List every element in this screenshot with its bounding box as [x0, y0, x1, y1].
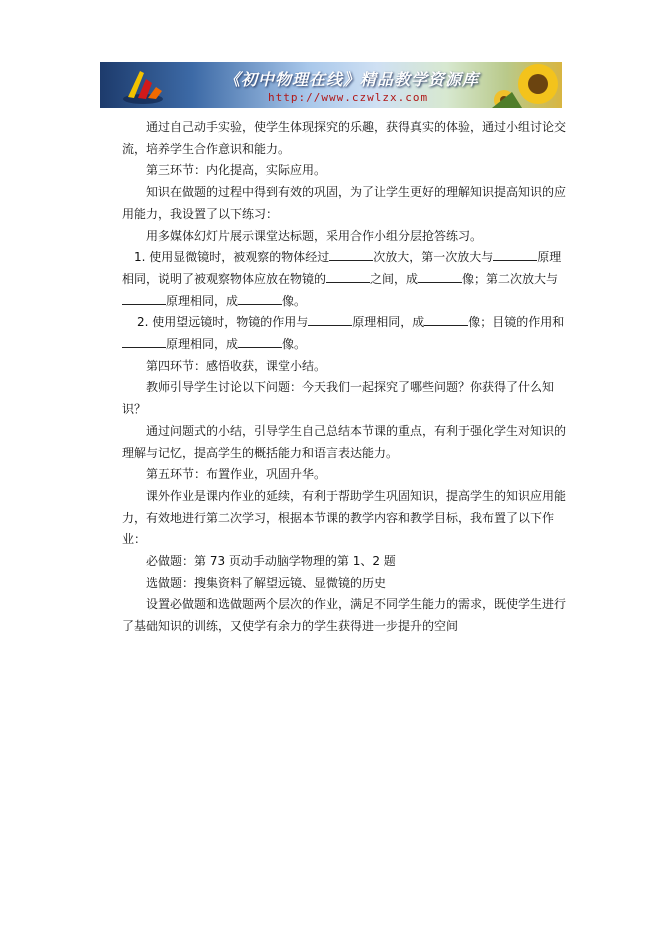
paragraph: 通过自己动手实验，使学生体现探究的乐趣，获得真实的体验，通过小组讨论交流，培养学生合作意识和能力。 — [122, 120, 567, 156]
paragraph: 课外作业是课内作业的延续，有利于帮助学生巩固知识，提高学生的知识应用能力，有效地进行第二次学习，根据本节课的教学内容和教学目标，我布置了以下作业： — [122, 488, 567, 547]
homework-optional: 选做题：搜集资料了解望远镜、显微镜的历史 — [146, 575, 387, 590]
exercise-question-1: 1. 使用显微镜时，被观察的物体经过 次放大，第一次放大与 原理相同，说明了被观察物体应放在物镜的 之间，成 像；第二次放大与 原理相同，成 像。 — [122, 250, 562, 308]
paragraph: 用多媒体幻灯片展示课堂达标题，采用合作小组分层抢答练习。 — [146, 228, 483, 243]
section-heading: 第三环节：内化提高，实际应用。 — [146, 163, 327, 178]
fill-blank — [238, 335, 282, 348]
fill-blank — [329, 248, 373, 261]
sunflower-icon — [492, 62, 562, 108]
fill-blank — [308, 313, 352, 326]
document-body — [122, 117, 572, 638]
paragraph: 通过问题式的小结，引导学生自己总结本节课的重点，有利于强化学生对知识的理解与记忆，提高学生的概括能力和语言表达能力。 — [122, 423, 567, 460]
header-banner — [100, 62, 562, 108]
exercise-question-2: 2. 使用望远镜时，物镜的作用与 原理相同，成 像；目镜的作用和 原理相同，成 像。 — [122, 312, 572, 355]
fill-blank — [326, 270, 370, 283]
paragraph: 知识在做题的过程中得到有效的巩固，为了让学生更好的理解知识提高知识的应用能力，我设置了以下练习： — [122, 185, 567, 221]
fill-blank — [424, 313, 468, 326]
fill-blank — [493, 248, 537, 261]
fill-blank — [238, 292, 282, 305]
fill-blank — [122, 292, 166, 305]
section-heading: 第四环节：感悟收获，课堂小结。 — [146, 358, 327, 373]
paragraph: 教师引导学生讨论以下问题：今天我们一起探究了哪些问题？你获得了什么知识？ — [122, 380, 555, 417]
section-heading: 第五环节：布置作业，巩固升华。 — [146, 467, 327, 482]
banner-url[interactable]: http://www.czwlzx.com — [268, 91, 429, 104]
banner-title: 《初中物理在线》精品教学资源库 — [224, 70, 480, 89]
fill-blank — [418, 270, 462, 283]
fill-blank — [122, 335, 166, 348]
logo-icon — [118, 65, 168, 107]
homework-required: 必做题：第 73 页动手动脑学物理的第 1、2 题 — [146, 554, 396, 569]
paragraph: 设置必做题和选做题两个层次的作业，满足不同学生能力的需求，既使学生进行了基础知识的训练，又使学有余力的学生获得进一步提升的空间 — [122, 597, 567, 634]
